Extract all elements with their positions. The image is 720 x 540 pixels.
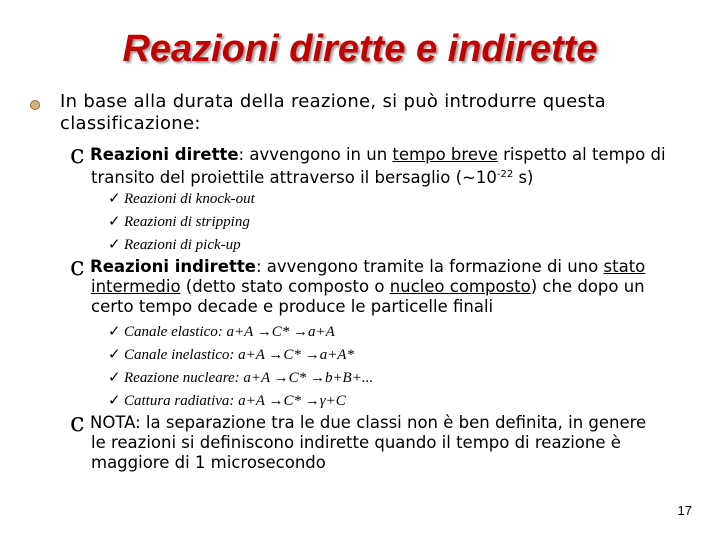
dirette-paragraph xyxy=(70,140,700,188)
check-icon: ✓ xyxy=(108,347,121,363)
check-icon: ✓ xyxy=(108,214,121,230)
nota-paragraph xyxy=(70,408,700,473)
ornament-bullet-icon xyxy=(30,100,40,110)
indirette-text-2: (detto stato composto o xyxy=(180,277,390,296)
indirette-text-3: ) che dopo un xyxy=(530,277,645,296)
list-item: ✓ Reazioni di pick-up xyxy=(108,237,241,253)
indirette-underlined-2: intermedio xyxy=(91,277,181,296)
indirette-paragraph xyxy=(70,252,700,317)
arrow-right-icon: → xyxy=(268,347,284,363)
nota-line1: NOTA: la separazione tra le due classi non è ben definita, in genere xyxy=(90,413,647,432)
arrow-right-icon: → xyxy=(304,393,320,409)
c-bullet-icon: c xyxy=(70,408,85,438)
check-icon: ✓ xyxy=(108,237,121,253)
dirette-label: Reazioni dirette xyxy=(90,145,239,164)
c-bullet-icon: c xyxy=(70,140,85,170)
intro-text: In base alla durata della reazione, si può introdurre questa classificazione: xyxy=(60,91,606,134)
dirette-underlined: tempo breve xyxy=(392,145,498,164)
arrow-right-icon: → xyxy=(304,347,320,363)
arrow-right-icon: → xyxy=(273,370,289,386)
list-item: ✓ Cattura radiativa: a+A →C* →γ+C xyxy=(108,393,346,409)
nota-line3: maggiore di 1 microsecondo xyxy=(91,453,326,472)
arrow-right-icon: → xyxy=(256,324,272,340)
c-bullet-icon: c xyxy=(70,252,85,282)
check-icon: ✓ xyxy=(108,370,121,386)
slide-title: Reazioni dirette e indirette xyxy=(122,28,598,70)
list-item: ✓ Reazione nucleare: a+A →C* →b+B+... xyxy=(108,370,374,386)
indirette-underlined-3: nucleo composto xyxy=(389,277,531,296)
arrow-right-icon: → xyxy=(268,393,284,409)
list-item: ✓ Reazioni di knock-out xyxy=(108,191,255,207)
indirette-underlined: stato xyxy=(603,257,646,276)
check-icon: ✓ xyxy=(108,393,121,409)
list-item: ✓ Reazioni di stripping xyxy=(108,214,250,230)
check-icon: ✓ xyxy=(108,324,121,340)
dirette-line2-end: s) xyxy=(513,168,534,187)
nota-line2: le reazioni si definiscono indirette quando il tempo di reazione è xyxy=(91,433,621,452)
arrow-right-icon: → xyxy=(309,370,325,386)
list-item: ✓ Canale elastico: a+A →C* →a+A xyxy=(108,324,335,340)
indirette-label: Reazioni indirette xyxy=(90,257,256,276)
page-number: 17 xyxy=(677,503,692,518)
indirette-text: : avvengono tramite la formazione di uno xyxy=(255,257,604,276)
dirette-text: : avvengono in un xyxy=(238,145,393,164)
list-item: ✓ Canale inelastico: a+A →C* →a+A* xyxy=(108,347,354,363)
dirette-text-2: rispetto al tempo di xyxy=(497,145,666,164)
dirette-exponent: -22 xyxy=(496,169,514,180)
dirette-line2: transito del proiettile attraverso il bersaglio (~10 xyxy=(91,168,497,187)
indirette-line3: certo tempo decade e produce le particelle finali xyxy=(91,297,494,316)
check-icon: ✓ xyxy=(108,191,121,207)
arrow-right-icon: → xyxy=(293,324,309,340)
